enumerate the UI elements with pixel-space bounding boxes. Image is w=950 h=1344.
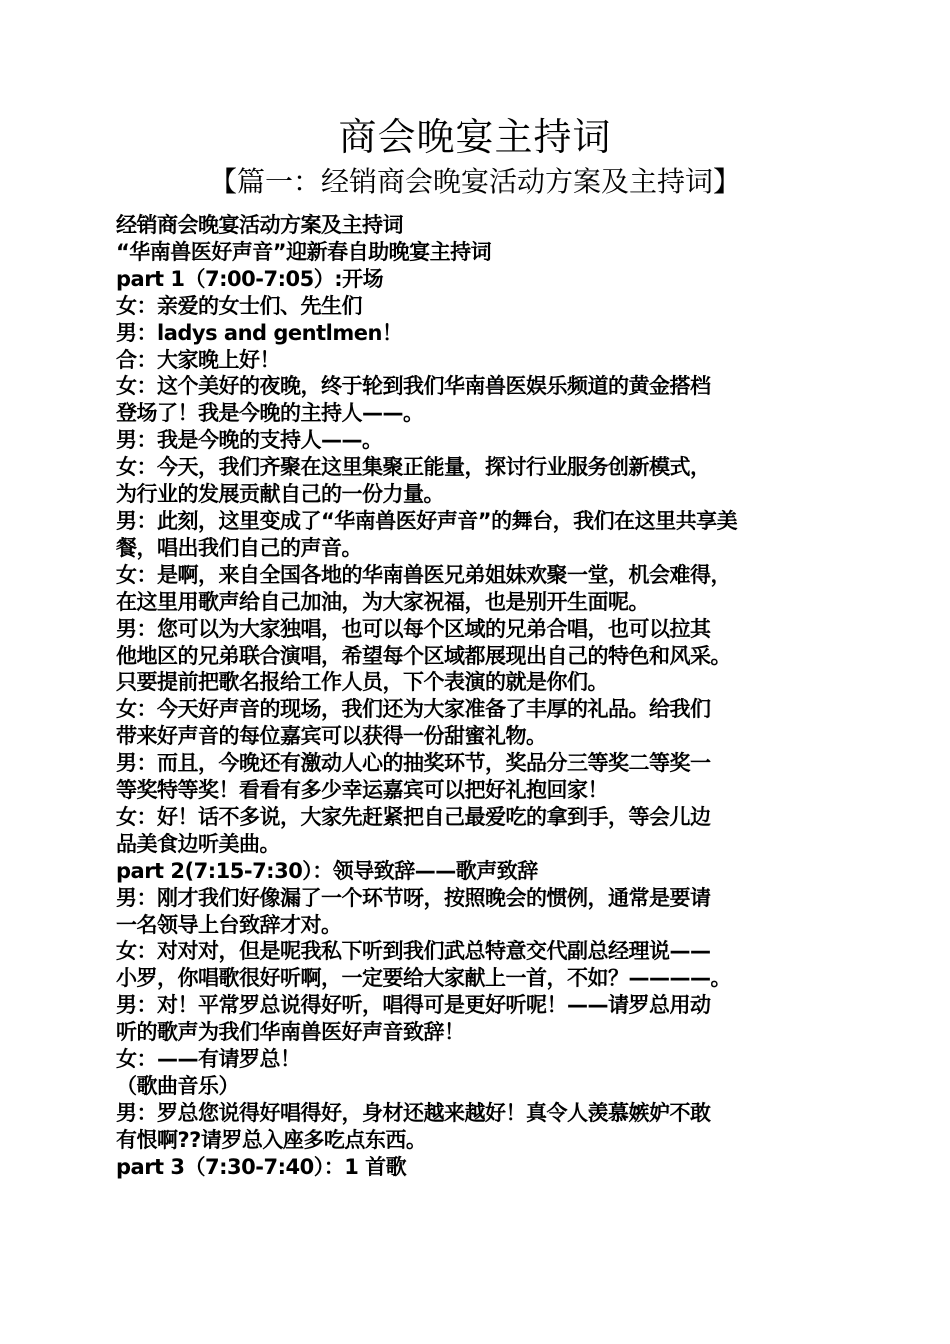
document-title: 商会晚宴主持词 <box>338 115 612 159</box>
text-line: 男：您可以为大家独唱，也可以每个区域的兄弟合唱，也可以拉其 <box>116 616 711 641</box>
text-line: 听的歌声为我们华南兽医好声音致辞！ <box>116 1020 465 1045</box>
text-line: 女：亲爱的女士们、先生们 <box>116 293 362 318</box>
text-line: 品美食边听美曲。 <box>116 831 280 856</box>
text-line: 女：是啊，来自全国各地的华南兽医兄弟姐妹欢聚一堂，机会难得， <box>116 562 731 587</box>
text-line: 男：我是今晚的支持人——。 <box>116 428 383 453</box>
text-line: 男：刚才我们好像漏了一个环节呀，按照晚会的惯例，通常是要请 <box>116 885 711 910</box>
text-line: 男：ladys and gentlmen！ <box>116 320 403 345</box>
text-line: 男：罗总您说得好唱得好，身材还越来越好！真令人羡慕嫉妒不敢 <box>116 1100 711 1125</box>
text-line: 经销商会晚宴活动方案及主持词 <box>116 213 403 237</box>
text-line: 女：——有请罗总！ <box>116 1047 301 1072</box>
text-line: 女：今天，我们齐聚在这里集聚正能量，探讨行业服务创新模式， <box>116 455 711 480</box>
text-line: part 2(7:15-7:30）：领导致辞——歌声致辞 <box>116 858 538 883</box>
text-line: （歌曲音乐） <box>116 1074 239 1098</box>
text-line: 他地区的兄弟联合演唱，希望每个区域都展现出自己的特色和风采。 <box>116 643 731 668</box>
text-line: 有恨啊??请罗总入座多吃点东西。 <box>116 1127 427 1152</box>
text-line: 男：而且，今晚还有激动人心的抽奖环节，奖品分三等奖二等奖一 <box>116 751 711 776</box>
text-line: 小罗，你唱歌很好听啊，一定要给大家献上一首，不如？————。 <box>116 966 731 991</box>
text-line: 女：对对对，但是呢我私下听到我们武总特意交代副总经理说—— <box>116 939 711 964</box>
text-line: 女：这个美好的夜晚，终于轮到我们华南兽医娱乐频道的黄金搭档 <box>116 374 711 399</box>
text-line: 等奖特等奖！看看有多少幸运嘉宾可以把好礼抱回家！ <box>116 778 608 803</box>
text-line: 男：此刻，这里变成了“华南兽医好声音”的舞台，我们在这里共享美 <box>116 508 738 533</box>
text-line: 为行业的发展贡献自己的一份力量。 <box>116 482 444 507</box>
text-line: 只要提前把歌名报给工作人员，下个表演的就是你们。 <box>116 670 608 695</box>
text-line: “华南兽医好声音”迎新春自助晚宴主持词 <box>116 239 492 264</box>
text-line: 女：好！话不多说，大家先赶紧把自己最爱吃的拿到手，等会儿边 <box>116 804 711 829</box>
text-line: part 3（7:30-7:40）：1 首歌 <box>116 1154 407 1179</box>
document-body <box>116 212 840 1181</box>
text-line: 带来好声音的每位嘉宾可以获得一份甜蜜礼物。 <box>116 724 547 749</box>
text-line: 男：对！平常罗总说得好听，唱得可是更好听呢！——请罗总用动 <box>116 993 711 1018</box>
text-line: 在这里用歌声给自己加油，为大家祝福，也是别开生面呢。 <box>116 589 649 614</box>
document-subtitle: 【篇一：经销商会晚宴活动方案及主持词】 <box>208 165 741 198</box>
text-line: 餐，唱出我们自己的声音。 <box>116 535 362 560</box>
text-line: part 1（7:00-7:05）:开场 <box>116 266 384 291</box>
text-line: 登场了！我是今晚的主持人——。 <box>116 401 424 426</box>
text-line: 一名领导上台致辞才对。 <box>116 912 342 937</box>
text-line: 合：大家晚上好！ <box>116 347 280 372</box>
text-line: 女：今天好声音的现场，我们还为大家准备了丰厚的礼品。给我们 <box>116 697 711 722</box>
